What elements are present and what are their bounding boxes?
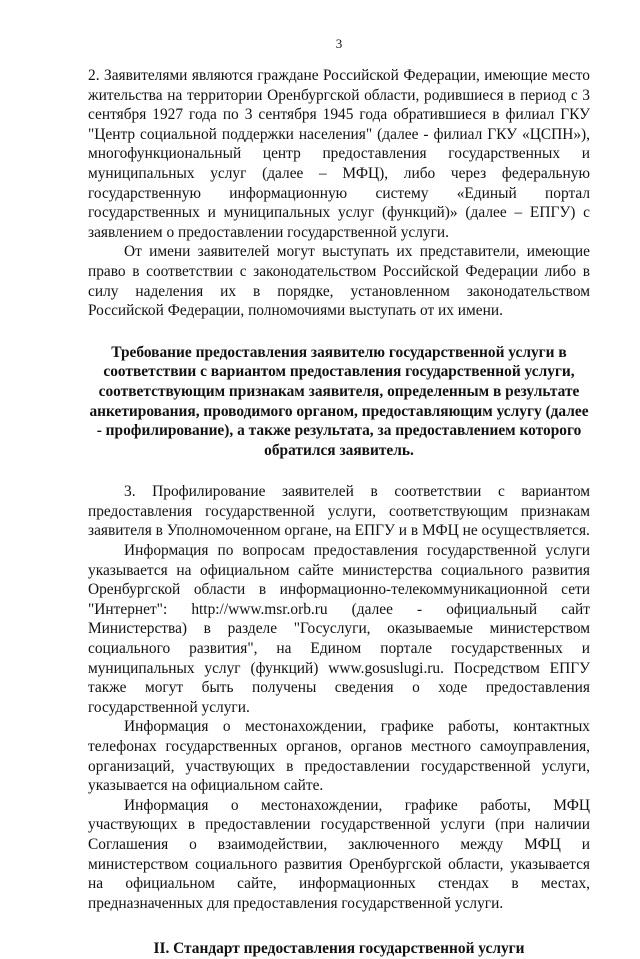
- paragraph-applicants: 2. Заявителями являются граждане Российской Федерации, имеющие место жительства на территории Оренбургской области, родившиеся в период с 3 сентября 1927 года по 3 сентября 1945 года обратившиеся в филиал ГКУ "Центр социальной поддержки населения" (далее - филиал ГКУ «ЦСПН»), многофункциональный центр предоставления государственных и муниципальных услуг (далее – МФЦ), либо через федеральную государственную информационную систему «Единый портал государственных и муниципальных услуг (функций)» (далее – ЕПГУ) с заявлением о предоставлении государственной услуги.: [88, 67, 590, 241]
- paragraph-representatives: От имени заявителей могут выступать их представители, имеющие право в соответствии с законодательством Российской Федерации либо в силу наделения их в порядке, установленном законодательством Российской Федерации, полномочиями выступать от их имени.: [88, 243, 590, 320]
- section-heading: II. Стандарт предоставления государственной услуги: [153, 940, 525, 958]
- page-number: 3: [335, 36, 343, 51]
- paragraph-info-mfc: Информация о местонахождении, графике работы, МФЦ участвующих в предоставлении государственной услуги (при наличии Соглашения о взаимодействии, заключенного между МФЦ и министерством социального развития Оренбургской области, указывается на официальном сайте, информационных стендах в местах, предназначенных для предоставления государственной услуги.: [88, 796, 590, 912]
- paragraph-info-location: Информация о местонахождении, графике работы, контактных телефонах государственных органов, органов местного самоуправления, организаций, участвующих в предоставлении государственной услуги, указывается на официальном сайте.: [88, 718, 590, 795]
- profiling-heading: Требование предоставления заявителю государственной услуги в соответствии с вариантом предоставления государственной услуги, соответствующим признакам заявителя, определенным в результате анкетирования, проводимого органом, предоставляющим услугу (далее - профилирование), а также результата, за предоставлением которого обратился заявитель.: [89, 343, 589, 459]
- paragraph-profiling: 3. Профилирование заявителей в соответствии с вариантом предоставления государственной услуги, соответствующим признакам заявителя в Уполномоченном органе, на ЕПГУ и в МФЦ не осуществляется.: [88, 483, 590, 540]
- paragraph-info-website: Информация по вопросам предоставления государственной услуги указывается на официальном сайте министерства социального развития Оренбургской области в информационно-телекоммуникационной сети "Интернет": http://www.msr.orb.ru (далее - официальный сайт Министерства) в разделе "Госуслуги, оказываемые министерством социального развития", на Едином портале государственных и муниципальных услуг (функций) www.gosuslugi.ru. Посредством ЕПГУ также могут быть получены сведения о ходе предоставления государственной услуги.: [88, 542, 590, 716]
